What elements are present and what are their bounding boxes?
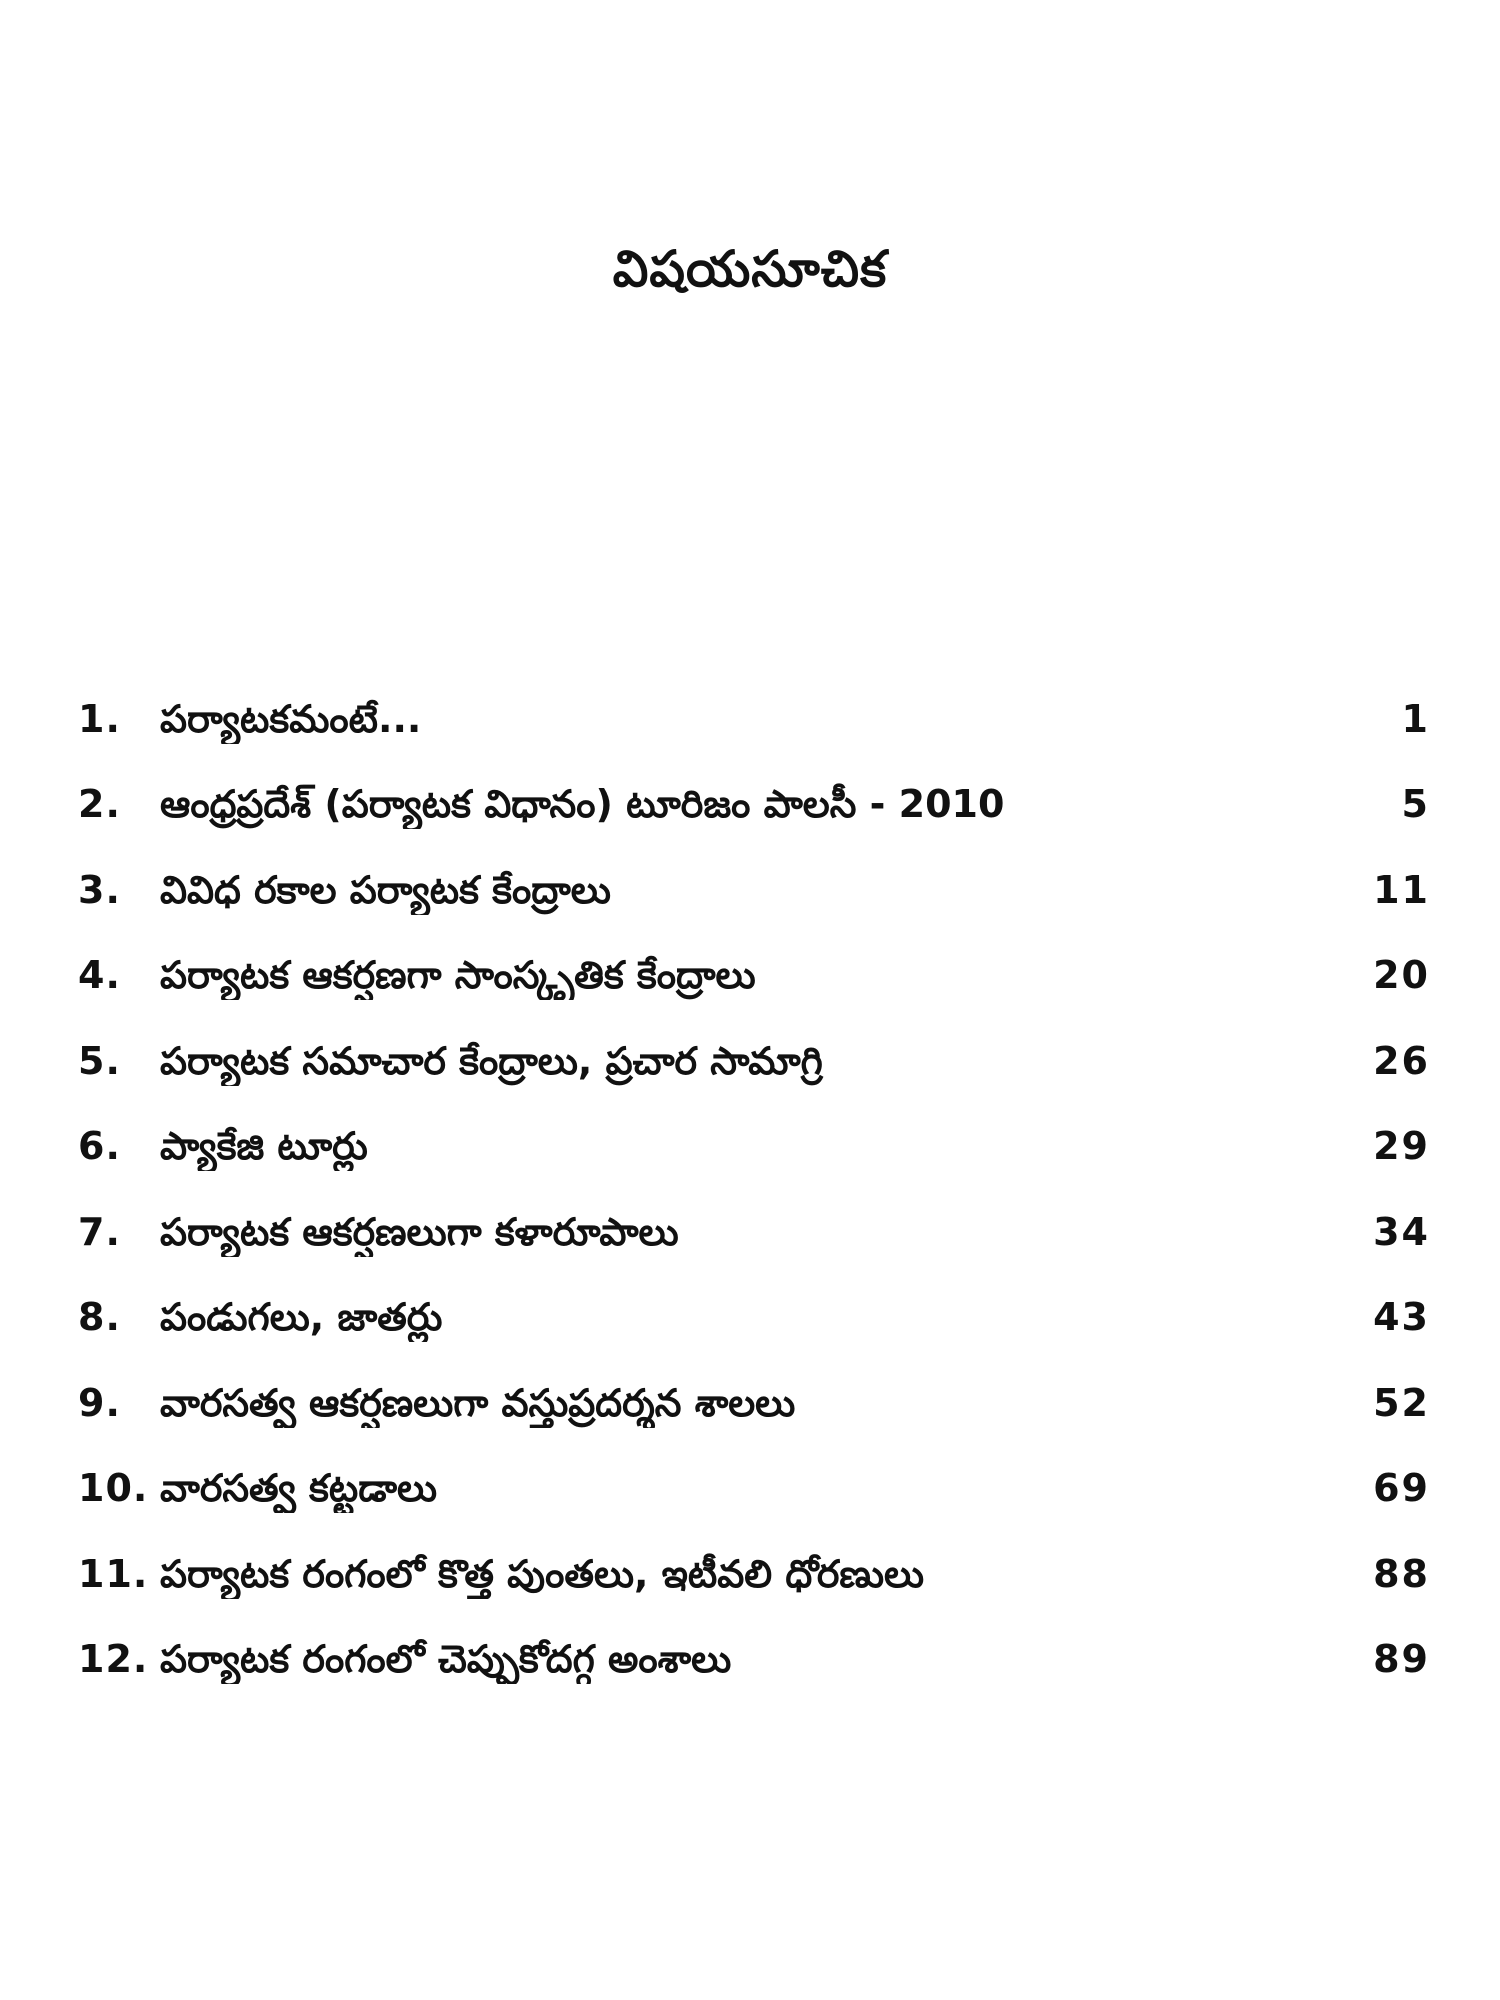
- toc-entry-page: 89: [1373, 1637, 1430, 1682]
- toc-entry: [78, 1189, 1430, 1275]
- toc-entry-number: 9.: [78, 1380, 121, 1425]
- toc-entry-title: పర్యాటక రంగంలో చెప్పుకోదగ్గ అంశాలు: [160, 1637, 732, 1682]
- toc-entry: [78, 762, 1430, 848]
- toc-entry-title: పర్యాటకమంటే...: [160, 696, 422, 741]
- toc-entry-number: 2.: [78, 782, 121, 827]
- toc-entry: [78, 1617, 1430, 1703]
- toc-entry-number: 8.: [78, 1295, 121, 1340]
- toc-entry-title: పర్యాటక ఆకర్షణలుగా కళారూపాలు: [160, 1209, 679, 1254]
- toc-entry: [78, 1446, 1430, 1532]
- toc-entry-page: 29: [1373, 1124, 1430, 1169]
- toc-entry-page: 34: [1373, 1209, 1430, 1254]
- toc-entry: [78, 1275, 1430, 1361]
- toc-entry-title: పర్యాటక సమాచార కేంద్రాలు, ప్రచార సామాగ్రి: [160, 1038, 823, 1083]
- toc-entry-page: 26: [1373, 1038, 1430, 1083]
- toc-entry-title: వారసత్వ కట్టడాలు: [160, 1466, 438, 1511]
- toc-entry: [78, 933, 1430, 1019]
- toc-entry-number: 11.: [78, 1551, 149, 1596]
- toc-entry: [78, 676, 1430, 762]
- toc-entry-title: ఆంధ్రప్రదేశ్ (పర్యాటక విధానం) టూరిజం పాలసీ - 2010: [160, 782, 1005, 827]
- toc-entry: [78, 1018, 1430, 1104]
- toc-entry: [78, 1104, 1430, 1190]
- toc-entry-page: 43: [1373, 1295, 1430, 1340]
- table-of-contents: [78, 676, 1430, 1702]
- toc-entry-page: 11: [1373, 867, 1430, 912]
- toc-entry-number: 10.: [78, 1466, 149, 1511]
- toc-entry-title: పండుగలు, జాతర్లు: [160, 1295, 443, 1340]
- toc-entry-page: 69: [1373, 1466, 1430, 1511]
- toc-entry-title: పర్యాటక ఆకర్షణగా సాంస్కృతిక కేంద్రాలు: [160, 953, 756, 998]
- toc-entry-page: 5: [1401, 782, 1430, 827]
- toc-entry-number: 7.: [78, 1209, 121, 1254]
- toc-entry-title: పర్యాటక రంగంలో కొత్త పుంతలు, ఇటీవలి ధోరణులు: [160, 1551, 925, 1596]
- toc-entry-title: వారసత్వ ఆకర్షణలుగా వస్తుప్రదర్శన శాలలు: [160, 1380, 796, 1425]
- toc-entry: [78, 1360, 1430, 1446]
- toc-entry-number: 12.: [78, 1637, 149, 1682]
- toc-entry-page: 52: [1373, 1380, 1430, 1425]
- toc-entry-title: ప్యాకేజి టూర్లు: [160, 1124, 368, 1169]
- toc-entry-page: 1: [1401, 696, 1430, 741]
- toc-entry-number: 4.: [78, 953, 121, 998]
- page-title: విషయసూచిక: [612, 239, 888, 298]
- toc-entry-page: 20: [1373, 953, 1430, 998]
- toc-entry-number: 6.: [78, 1124, 121, 1169]
- toc-entry: [78, 847, 1430, 933]
- toc-entry: [78, 1531, 1430, 1617]
- toc-entry-title: వివిధ రకాల పర్యాటక కేంద్రాలు: [160, 867, 611, 912]
- toc-entry-number: 3.: [78, 867, 121, 912]
- toc-entry-number: 1.: [78, 696, 121, 741]
- toc-entry-number: 5.: [78, 1038, 121, 1083]
- toc-entry-page: 88: [1373, 1551, 1430, 1596]
